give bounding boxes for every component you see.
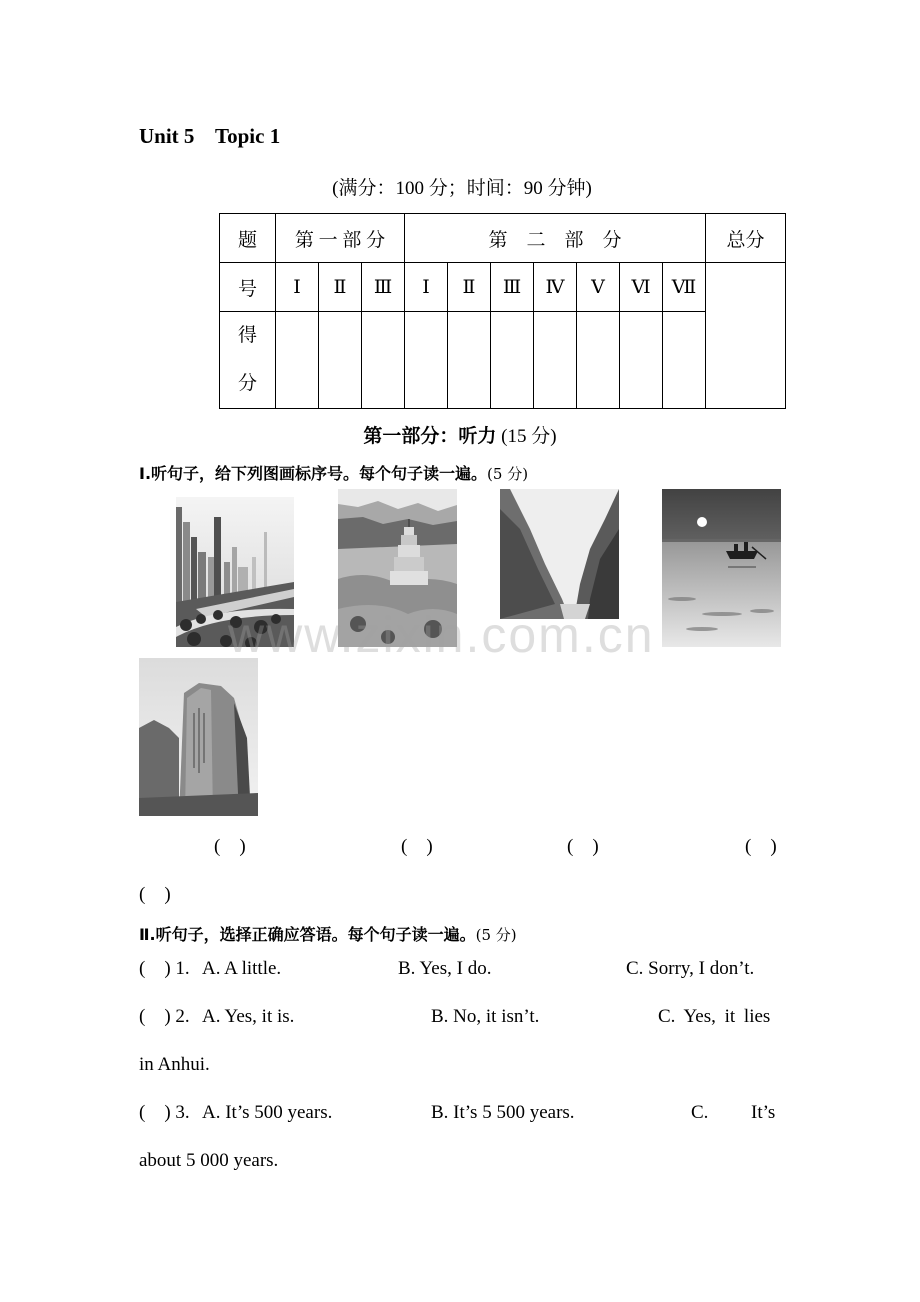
item-2-option-c-continued: in Anhui. bbox=[139, 1054, 210, 1075]
score-cell bbox=[663, 312, 706, 409]
total-score-cell bbox=[706, 263, 786, 409]
exam-info: (满分：100 分；时间：90 分钟) bbox=[332, 178, 592, 199]
col-label: Ⅱ bbox=[319, 263, 362, 312]
item-2-option-b: B. No, it isn’t. bbox=[431, 1006, 540, 1027]
part1-header: 第 一 部 分 bbox=[276, 214, 405, 263]
total-header: 总分 bbox=[706, 214, 786, 263]
lake-boat-photo bbox=[662, 489, 781, 647]
item-3-option-c-continued: about 5 000 years. bbox=[139, 1150, 279, 1171]
row-header-cell: 得 分 bbox=[220, 312, 276, 409]
item-1-option-a: A. A little. bbox=[202, 958, 282, 979]
item-3-option-b: B. It’s 5 500 years. bbox=[431, 1102, 575, 1123]
item-3-option-a: A. It’s 500 years. bbox=[202, 1102, 333, 1123]
question-1-heading: Ⅰ.听句子，给下列图画标序号。每个句子读一遍。(5 分) bbox=[139, 464, 529, 483]
answer-blank[interactable]: ( ) bbox=[214, 836, 246, 857]
answer-blank[interactable]: ( ) bbox=[567, 836, 599, 857]
score-cell bbox=[448, 312, 491, 409]
col-label: Ⅶ bbox=[663, 263, 706, 312]
score-cell bbox=[534, 312, 577, 409]
col-label: Ⅳ bbox=[534, 263, 577, 312]
item-1-option-c: C. Sorry, I don’t. bbox=[626, 958, 755, 979]
row-header-cell: 题 bbox=[220, 214, 276, 263]
section-heading: 第一部分：听力 (15 分) bbox=[363, 426, 557, 447]
score-cell bbox=[276, 312, 319, 409]
answer-blank[interactable]: ( ) bbox=[745, 836, 777, 857]
col-label: Ⅴ bbox=[577, 263, 620, 312]
score-cell bbox=[491, 312, 534, 409]
col-label: Ⅱ bbox=[448, 263, 491, 312]
item-3-number: ( ) 3. bbox=[139, 1102, 190, 1123]
score-cell bbox=[362, 312, 405, 409]
row-header-cell: 号 bbox=[220, 263, 276, 312]
answer-blank[interactable]: ( ) bbox=[139, 884, 171, 905]
item-3-option-c-text: It’s bbox=[751, 1102, 776, 1123]
rock-cliff-photo bbox=[139, 658, 258, 816]
col-label: Ⅰ bbox=[405, 263, 448, 312]
item-3-option-c: C. bbox=[691, 1102, 709, 1123]
item-1-number: ( ) 1. bbox=[139, 958, 190, 979]
col-label: Ⅲ bbox=[491, 263, 534, 312]
col-label: Ⅵ bbox=[620, 263, 663, 312]
score-cell bbox=[319, 312, 362, 409]
item-2-number: ( ) 2. bbox=[139, 1006, 190, 1027]
answer-blank[interactable]: ( ) bbox=[401, 836, 433, 857]
watermark: www.zixin.com.cn bbox=[228, 607, 655, 663]
col-label: Ⅲ bbox=[362, 263, 405, 312]
col-label: Ⅰ bbox=[276, 263, 319, 312]
item-1-option-b: B. Yes, I do. bbox=[398, 958, 492, 979]
score-cell bbox=[405, 312, 448, 409]
item-2-option-c: C. Yes, it lies bbox=[658, 1006, 771, 1027]
part2-header: 第 二 部 分 bbox=[405, 214, 706, 263]
page-title: Unit 5 Topic 1 bbox=[139, 124, 281, 148]
gorge-photo bbox=[500, 489, 619, 619]
score-cell bbox=[620, 312, 663, 409]
question-2-heading: Ⅱ.听句子，选择正确应答语。每个句子读一遍。(5 分) bbox=[139, 925, 517, 944]
score-cell bbox=[577, 312, 620, 409]
score-table bbox=[219, 213, 786, 409]
item-2-option-a: A. Yes, it is. bbox=[202, 1006, 295, 1027]
